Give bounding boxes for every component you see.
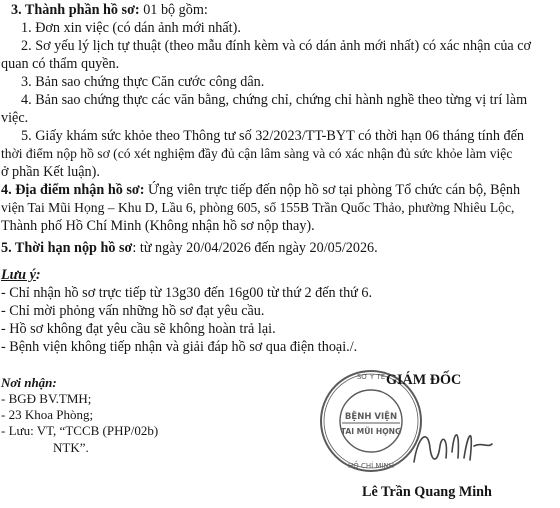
note-item-2: - Chỉ mời phỏng vấn những hồ sơ đạt yêu cầu.	[1, 303, 265, 319]
section-3-item-2-cont: quan có thẩm quyền.	[1, 56, 120, 72]
section-3-item-2: 2. Sơ yếu lý lịch tự thuật (theo mẫu đính kèm và có dán ảnh mới nhất) có xác nhận của cơ	[21, 38, 532, 54]
seal-line-1: BỆNH VIỆN	[344, 412, 398, 422]
recipients-title: Nơi nhận:	[1, 375, 57, 390]
section-3-item-4-cont: việc.	[1, 110, 29, 126]
notes-title: Lưu ý	[1, 267, 36, 283]
section-4-heading	[1, 182, 520, 198]
section-3-title-rest: 01 bộ gồm:	[139, 2, 208, 18]
recipient-item-1: - BGĐ BV.TMH;	[1, 391, 92, 406]
section-5-heading	[1, 240, 378, 256]
note-item-3: - Hồ sơ không đạt yêu cầu sẽ không hoàn trả lại.	[1, 321, 276, 337]
section-3-item-5-cont2: ở phần Kết luận).	[1, 164, 100, 180]
seal-ring-bottom: HỒ CHÍ MINH	[347, 462, 395, 470]
section-3-item-1: 1. Đơn xin việc (có dán ảnh mới nhất).	[21, 20, 241, 36]
seal-ring-top: SỞ Y TẾ	[356, 373, 386, 381]
recipient-item-2: - 23 Khoa Phòng;	[1, 407, 94, 422]
recipient-item-4: NTK”.	[53, 440, 89, 455]
section-3-item-5: 5. Giấy khám sức khỏe theo Thông tư số 32/2023/TT-BYT có thời hạn 06 tháng tính đến	[21, 128, 524, 144]
director-name: Lê Trần Quang Minh	[362, 484, 492, 500]
note-item-1: - Chỉ nhận hồ sơ trực tiếp từ 13g30 đến 16g00 từ thứ 2 đến thứ 6.	[1, 285, 373, 301]
section-3-item-5-cont1: thời điểm nộp hồ sơ (có xét nghiệm đầy đủ cận lâm sàng và có xác nhận đủ sức khỏe làm việc	[1, 146, 513, 161]
notes-title-suffix: :	[35, 267, 41, 283]
note-item-4: - Bệnh viện không tiếp nhận và giải đáp hồ sơ qua điện thoại./.	[1, 339, 358, 355]
section-4-line-1: Ứng viên trực tiếp đến nộp hồ sơ tại phòng Tổ chức cán bộ, Bệnh	[144, 182, 521, 198]
recipient-item-3: - Lưu: VT, “TCCB (PHP/02b)	[1, 423, 159, 438]
section-4-title: 4. Địa điểm nhận hồ sơ:	[1, 182, 145, 198]
director-title: GIÁM ĐỐC	[386, 372, 462, 388]
director-signature	[408, 418, 496, 476]
seal-line-2: TAI MŨI HỌNG	[340, 427, 402, 436]
section-5-title: 5. Thời hạn nộp hồ sơ	[1, 240, 133, 256]
section-3-heading	[11, 2, 208, 18]
notes-heading	[1, 267, 41, 283]
section-5-rest: : từ ngày 20/04/2026 đến ngày 20/05/2026.	[132, 240, 378, 256]
section-4-line-2: viện Tai Mũi Họng – Khu D, Lầu 6, phòng 605, số 155B Trần Quốc Thảo, phường Nhiêu Lộc,	[1, 200, 515, 215]
section-4-line-3: Thành phố Hồ Chí Minh (Không nhận hồ sơ nộp thay).	[1, 218, 315, 234]
section-3-item-4: 4. Bản sao chứng thực các văn bằng, chứng chỉ, chứng chỉ hành nghề theo từng vị trí làm	[21, 92, 528, 108]
section-3-title: 3. Thành phần hồ sơ:	[11, 2, 140, 18]
section-3-item-3: 3. Bản sao chứng thực Căn cước công dân.	[21, 74, 265, 90]
